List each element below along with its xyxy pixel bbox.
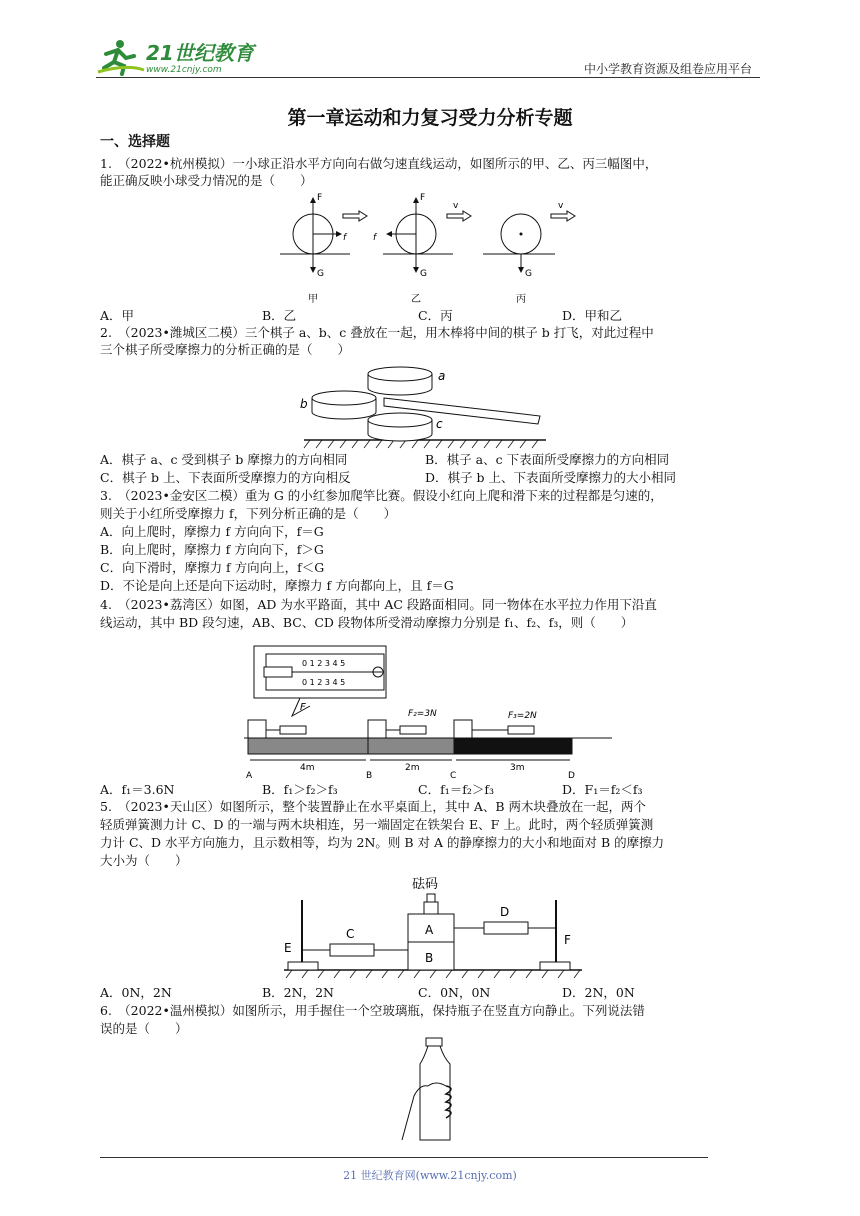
site-logo [96, 38, 266, 76]
diagram-jia [280, 193, 367, 305]
header-divider [96, 77, 760, 78]
svg-text:a: a [438, 369, 446, 383]
svg-text:f: f [343, 233, 347, 243]
q5-option-d: D．2N，0N [562, 985, 635, 1000]
q2-text-line2: 三个棋子所受摩擦力的分析正确的是（ ） [100, 342, 351, 357]
svg-text:C: C [450, 771, 457, 780]
svg-text:2m: 2m [405, 763, 420, 773]
diagram-bing [483, 201, 575, 305]
q3-option-d: D．不论是向上还是向下运动时，摩擦力 f 方向都向上，且 f＝G [100, 578, 454, 593]
platform-name: 中小学教育资源及组卷应用平台 [583, 62, 752, 76]
q3-option-c: C．向下滑时，摩擦力 f 方向向上，f＜G [100, 560, 325, 575]
q5-figure [278, 872, 588, 984]
q1-figure [275, 190, 595, 312]
svg-text:G: G [317, 269, 324, 279]
q5-option-a: A．0N，2N [100, 985, 172, 1000]
svg-text:3m: 3m [510, 763, 525, 773]
q1-option-a: A．甲 [100, 308, 135, 323]
svg-text:D: D [568, 771, 575, 780]
q1-option-d: D．甲和乙 [562, 308, 623, 323]
q2-option-a: A．棋子 a、c 受到棋子 b 摩擦力的方向相同 [100, 452, 348, 467]
q4-option-b: B．f₁＞f₂＞f₃ [262, 782, 338, 797]
svg-text:丙: 丙 [516, 294, 526, 305]
svg-text:0 1 2 3 4 5: 0 1 2 3 4 5 [302, 678, 346, 687]
svg-text:F: F [420, 193, 426, 203]
q4-text-line2: 线运动，其中 BD 段匀速，AB、BC、CD 段物体所受滑动摩擦力分别是 f₁、f₂、f₃，则（ ） [100, 615, 634, 630]
svg-text:乙: 乙 [411, 294, 421, 305]
svg-text:F₃=2N: F₃=2N [508, 711, 537, 721]
diagram-yi [373, 193, 471, 305]
q4-figure [240, 640, 620, 784]
q4-option-a: A．f₁＝3.6N [100, 782, 175, 797]
footer-text: 21 世纪教育网(www.21cnjy.com) [343, 1169, 517, 1182]
q4-text-line1: 4. （2023•荔湾区）如图，AD 为水平路面，其中 AC 段路面相同。同一物体在水平拉力作用下沿直 [100, 597, 657, 612]
svg-text:F₂=3N: F₂=3N [408, 709, 437, 719]
page-title: 第一章运动和力复习受力分析专题 [287, 107, 573, 129]
q3-text-line1: 3. （2023•金安区二模）重为 G 的小红参加爬竿比赛。假设小红向上爬和滑下来的过程都是匀速的， [100, 488, 663, 503]
q5-option-b: B．2N，2N [262, 985, 334, 1000]
q3-option-a: A．向上爬时，摩擦力 f 方向向下，f＝G [100, 524, 324, 539]
svg-text:B: B [425, 951, 434, 965]
q3-option-b: B．向上爬时，摩擦力 f 方向向下，f＞G [100, 542, 324, 557]
runner-logo-icon [98, 40, 144, 74]
section-heading: 一、选择题 [100, 134, 170, 150]
q2-option-b: B．棋子 a、c 下表面所受摩擦力的方向相同 [425, 452, 670, 467]
svg-text:F: F [317, 193, 323, 203]
svg-text:www.21cnjy.com: www.21cnjy.com [146, 65, 222, 75]
q4-option-d: D．F₁＝f₂＜f₃ [562, 782, 643, 797]
svg-text:F: F [564, 933, 571, 947]
svg-text:砝码: 砝码 [412, 877, 439, 892]
q1-option-b: B．乙 [262, 308, 297, 323]
svg-text:f: f [373, 233, 377, 243]
svg-text:b: b [300, 397, 308, 411]
svg-text:A: A [246, 771, 253, 780]
svg-text:B: B [366, 771, 373, 780]
svg-text:c: c [436, 417, 443, 431]
svg-text:C: C [346, 927, 355, 941]
q1-text-line2: 能正确反映小球受力情况的是（ ） [100, 173, 313, 188]
q5-text-line3: 力计 C、D 水平方向施力，且示数相等，均为 2N。则 B 对 A 的静摩擦力的大小和地面对 B 的摩擦力 [100, 835, 665, 850]
q2-option-c: C．棋子 b 上、下表面所受摩擦力的方向相反 [100, 470, 351, 485]
svg-text:甲: 甲 [308, 294, 318, 305]
q6-text-line2: 误的是（ ） [100, 1021, 188, 1036]
svg-text:G: G [420, 269, 427, 279]
svg-text:G: G [525, 269, 532, 279]
svg-text:0 1 2 3 4 5: 0 1 2 3 4 5 [302, 659, 346, 668]
q2-figure [300, 360, 550, 454]
svg-text:v: v [558, 201, 564, 211]
q3-text-line2: 则关于小红所受摩擦力 f，下列分析正确的是（ ） [100, 506, 397, 521]
q1-option-c: C．丙 [418, 308, 453, 323]
footer-divider [100, 1157, 708, 1158]
q5-text-line1: 5. （2023•天山区）如图所示，整个装置静止在水平桌面上，其中 A、B 两木块叠放在一起，两个 [100, 799, 647, 814]
svg-text:21世纪教育: 21世纪教育 [146, 41, 254, 65]
q2-text-line1: 2. （2023•潍城区二模）三个棋子 a、b、c 叠放在一起，用木棒将中间的棋子 b 打飞，对此过程中 [100, 325, 654, 340]
q4-option-c: C．f₁＝f₂＞f₃ [418, 782, 494, 797]
svg-text:A: A [425, 923, 434, 937]
svg-text:E: E [284, 941, 292, 955]
svg-text:v: v [453, 201, 459, 211]
q5-option-c: C．0N，0N [418, 985, 491, 1000]
svg-text:4m: 4m [300, 763, 315, 773]
q5-text-line4: 大小为（ ） [100, 853, 188, 868]
svg-text:F: F [300, 702, 306, 713]
svg-text:D: D [500, 905, 510, 919]
q6-text-line1: 6. （2022•温州模拟）如图所示，用手握住一个空玻璃瓶，保持瓶子在竖直方向静止。下列说法错 [100, 1003, 645, 1018]
q2-option-d: D．棋子 b 上、下表面所受摩擦力的大小相同 [425, 470, 676, 485]
q5-text-line2: 轻质弹簧测力计 C、D 的一端与两木块相连，另一端固定在铁架台 E、F 上。此时，两个轻质弹簧测 [100, 817, 654, 832]
q6-bottle-figure [398, 1036, 478, 1148]
q1-text-line1: 1. （2022•杭州模拟）一小球正沿水平方向向右做匀速直线运动，如图所示的甲、乙、丙三幅图中， [100, 156, 658, 171]
